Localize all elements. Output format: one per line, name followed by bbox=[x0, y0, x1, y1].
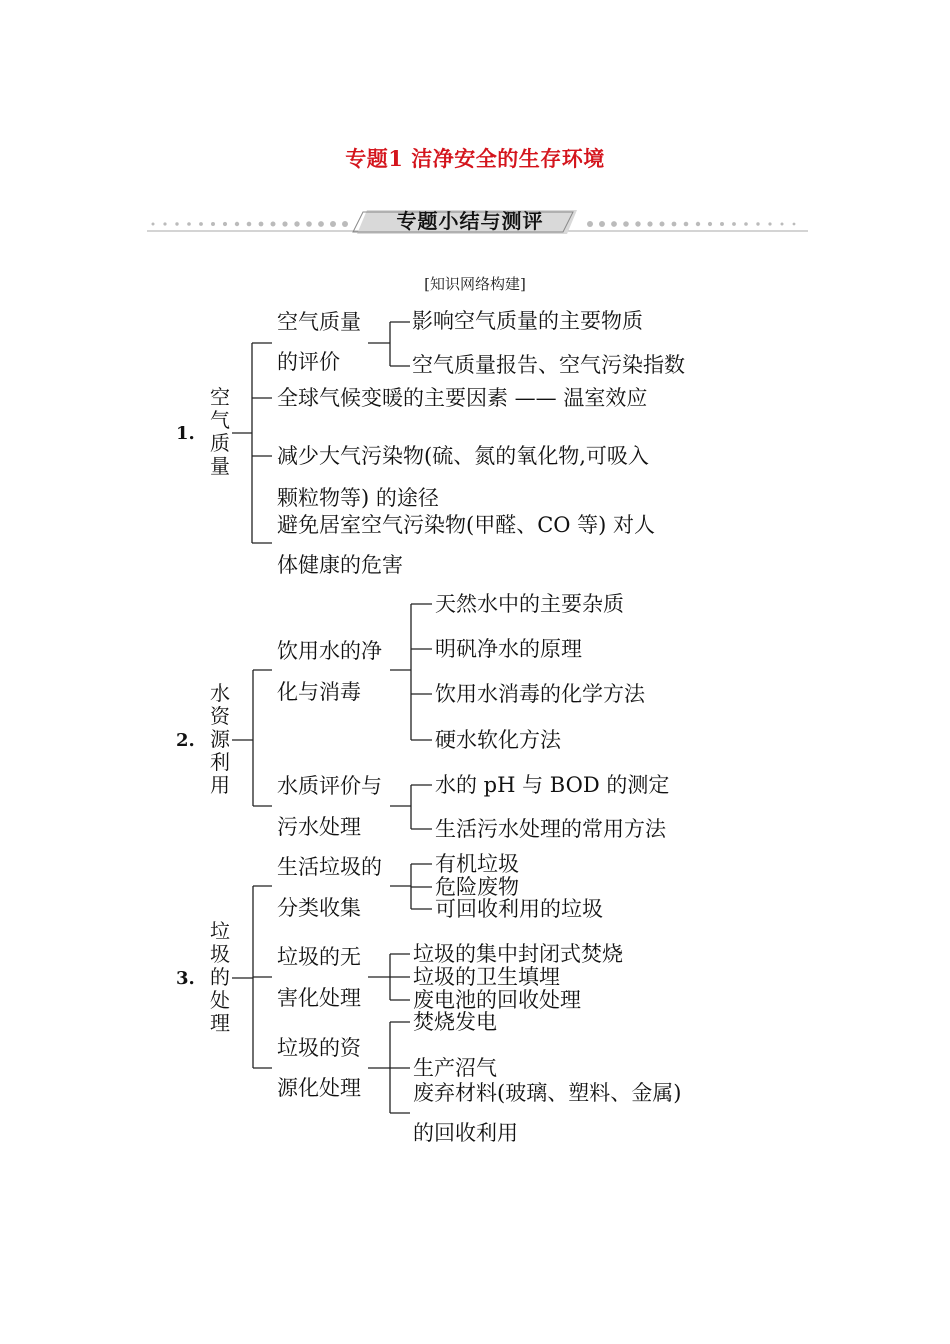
branch-label: 空气质量 bbox=[277, 310, 361, 334]
leaf-item: 焚烧发电 bbox=[413, 1010, 497, 1034]
section-number: 2. bbox=[176, 730, 195, 751]
leaf-item: 有机垃圾 bbox=[435, 852, 519, 876]
section-number: 1. bbox=[176, 423, 195, 444]
branch-label: 的评价 bbox=[277, 350, 340, 374]
leaf-item: 废弃材料(玻璃、塑料、金属) bbox=[413, 1081, 682, 1105]
section-number: 3. bbox=[176, 968, 195, 989]
leaf-item: 空气质量报告、空气污染指数 bbox=[412, 353, 685, 377]
branch-label: 垃圾的资 bbox=[277, 1036, 361, 1060]
leaf-item: 硬水软化方法 bbox=[435, 728, 561, 752]
branch-label: 体健康的危害 bbox=[277, 553, 403, 577]
branch-label: 避免居室空气污染物(甲醛、CO 等) 对人 bbox=[277, 513, 656, 537]
leaf-item: 生产沼气 bbox=[413, 1056, 497, 1080]
leaf-item: 水的 pH 与 BOD 的测定 bbox=[435, 773, 670, 797]
branch-label: 分类收集 bbox=[277, 896, 361, 920]
section-heading: 垃圾的处理 bbox=[210, 919, 230, 1035]
leaf-item: 可回收利用的垃圾 bbox=[435, 897, 603, 921]
leaf-item: 危险废物 bbox=[435, 875, 519, 899]
leaf-item: 天然水中的主要杂质 bbox=[435, 592, 624, 616]
branch-label: 减少大气污染物(硫、氮的氧化物,可吸入 bbox=[277, 444, 649, 468]
leaf-item: 废电池的回收处理 bbox=[413, 988, 581, 1012]
section-heading: 水资源利用 bbox=[210, 681, 230, 797]
leaf-item: 垃圾的卫生填埋 bbox=[413, 965, 560, 989]
branch-label: 垃圾的无 bbox=[277, 945, 361, 969]
page-title: 专题1 洁净安全的生存环境 bbox=[345, 146, 605, 171]
branch-label: 源化处理 bbox=[277, 1076, 361, 1100]
branch-label: 害化处理 bbox=[277, 986, 361, 1010]
section-heading: 空气质量 bbox=[210, 385, 230, 478]
branch-label: 生活垃圾的 bbox=[277, 855, 382, 879]
leaf-item: 明矾净水的原理 bbox=[435, 637, 582, 661]
branch-label: 饮用水的净 bbox=[277, 639, 382, 663]
banner-title: 专题小结与测评 bbox=[396, 209, 544, 233]
branch-label: 颗粒物等) 的途径 bbox=[277, 486, 439, 510]
branch-label: 水质评价与 bbox=[277, 774, 382, 798]
leaf-item: 影响空气质量的主要物质 bbox=[412, 309, 643, 333]
leaf-item: 垃圾的集中封闭式焚烧 bbox=[413, 942, 623, 966]
leaf-item: 的回收利用 bbox=[413, 1121, 518, 1145]
leaf-item: 生活污水处理的常用方法 bbox=[435, 817, 666, 841]
branch-label: 化与消毒 bbox=[277, 680, 361, 704]
branch-label: 全球气候变暖的主要因素 —— 温室效应 bbox=[277, 386, 648, 410]
section-label: [知识网络构建] bbox=[424, 275, 526, 293]
leaf-item: 饮用水消毒的化学方法 bbox=[435, 682, 645, 706]
branch-label: 污水处理 bbox=[277, 815, 361, 839]
